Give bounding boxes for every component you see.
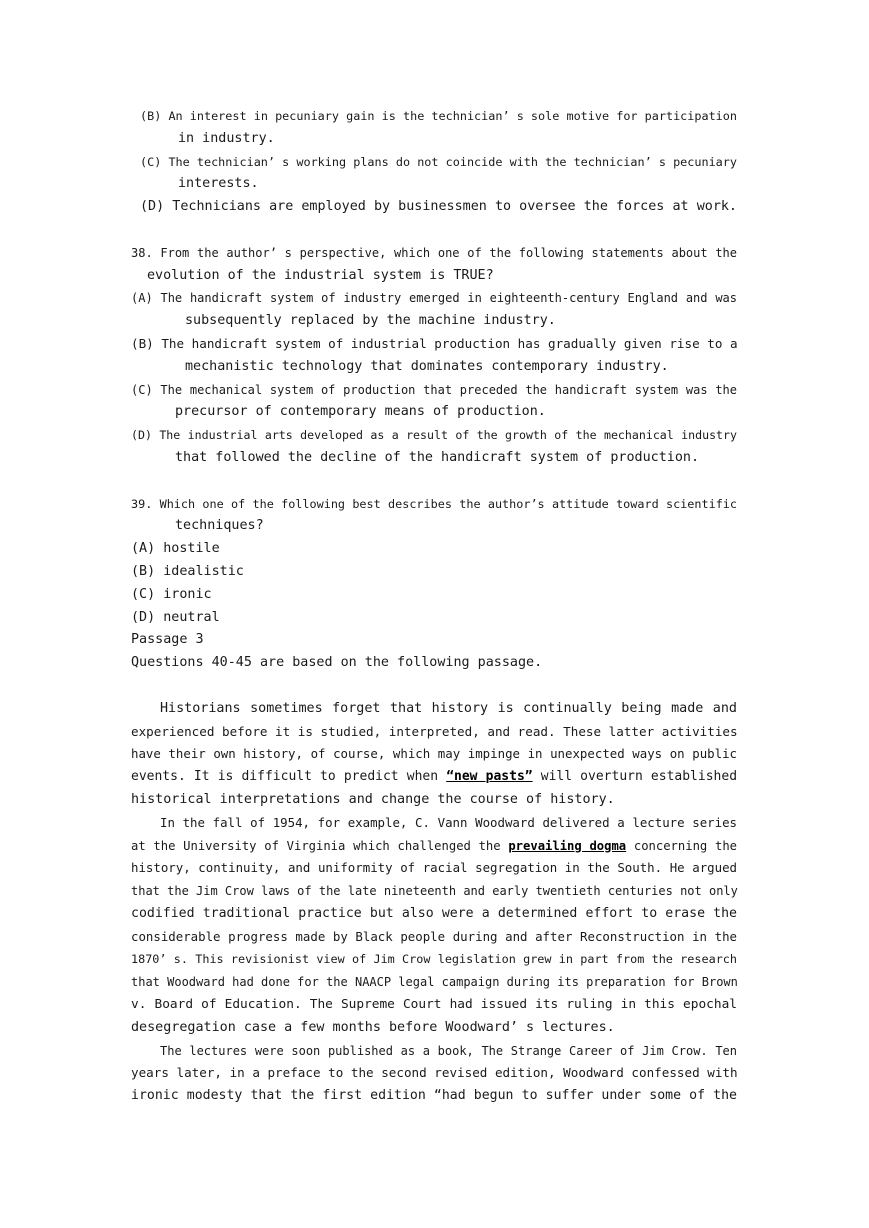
- q38-option-c: (C) The mechanical system of production that preceded the handicraft system was the precursor of contemporary means of production.: [131, 382, 737, 420]
- passage-paragraph-2: In the fall of 1954, for example, C. Vann Woodward delivered a lecture series at the University of Virginia which challenged the prevailing dogma concerning the history, continuity, and uniformity of racial segregation in the South. He argued that the Jim Crow laws of the late nineteenth and early twentieth centuries not only codified traditional practice but also were a determined effort to erase the considerable progress made by Black people during and after Reconstruction in the 1870’ s. This revisionist view of Jim Crow legislation grew in part from the research that Woodward had done for the NAACP legal campaign during its preparation for Brown v. Board of Education. The Supreme Court had issued its ruling in this epochal desegregation case a few months before Woodward’ s lectures.: [131, 814, 738, 1035]
- q38-option-a: (A) The handicraft system of industry emerged in eighteenth-century England and was subsequently replaced by the machine industry.: [131, 291, 737, 329]
- passage-intro: Questions 40-45 are based on the following passage.: [131, 655, 543, 671]
- passage-paragraph-3: The lectures were soon published as a book, The Strange Career of Jim Crow. Ten years later, in a preface to the second revised edition, Woodward confessed with ironic modesty that the first edition “had begun to suffer under some of the: [131, 1043, 738, 1104]
- q38-stem: 38. From the author’ s perspective, which one of the following statements about the evolution of the industrial system is TRUE?: [131, 245, 737, 283]
- passage-heading: Passage 3: [131, 632, 204, 648]
- q39-option-a: (A) hostile: [131, 541, 220, 557]
- q38-option-d: (D) The industrial arts developed as a result of the growth of the mechanical industry that followed the decline of the handicraft system of production.: [131, 428, 737, 465]
- q37-option-b: (B) An interest in pecuniary gain is the technician’ s sole motive for participation in industry.: [140, 109, 737, 146]
- q39-stem: 39. Which one of the following best describes the author’s attitude toward scientific techniques?: [131, 496, 737, 534]
- document-body: [131, 105, 737, 1108]
- underlined-phrase-new-pasts: “new pasts”: [446, 769, 533, 785]
- q37-option-d: (D) Technicians are employed by businessmen to oversee the forces at work.: [140, 199, 737, 215]
- q39-option-b: (B) idealistic: [131, 563, 244, 579]
- passage-paragraph-1: Historians sometimes forget that history is continually being made and experienced before it is studied, interpreted, and read. These latter activities have their own history, of course, which may impinge in unexpected ways on public events. It is difficult to predict when “new pasts” will overturn established historical interpretations and change the course of history.: [131, 700, 738, 807]
- q37-option-c: (C) The technician’ s working plans do not coincide with the technician’ s pecuniary interests.: [140, 154, 737, 192]
- q38-option-b: (B) The handicraft system of industrial production has gradually given rise to a mechanistic technology that dominates contemporary industry.: [131, 335, 738, 374]
- q39-option-c: (C) ironic: [131, 586, 212, 602]
- q39-option-d: (D) neutral: [131, 609, 220, 625]
- underlined-phrase-prevailing-dogma: prevailing dogma: [508, 838, 627, 853]
